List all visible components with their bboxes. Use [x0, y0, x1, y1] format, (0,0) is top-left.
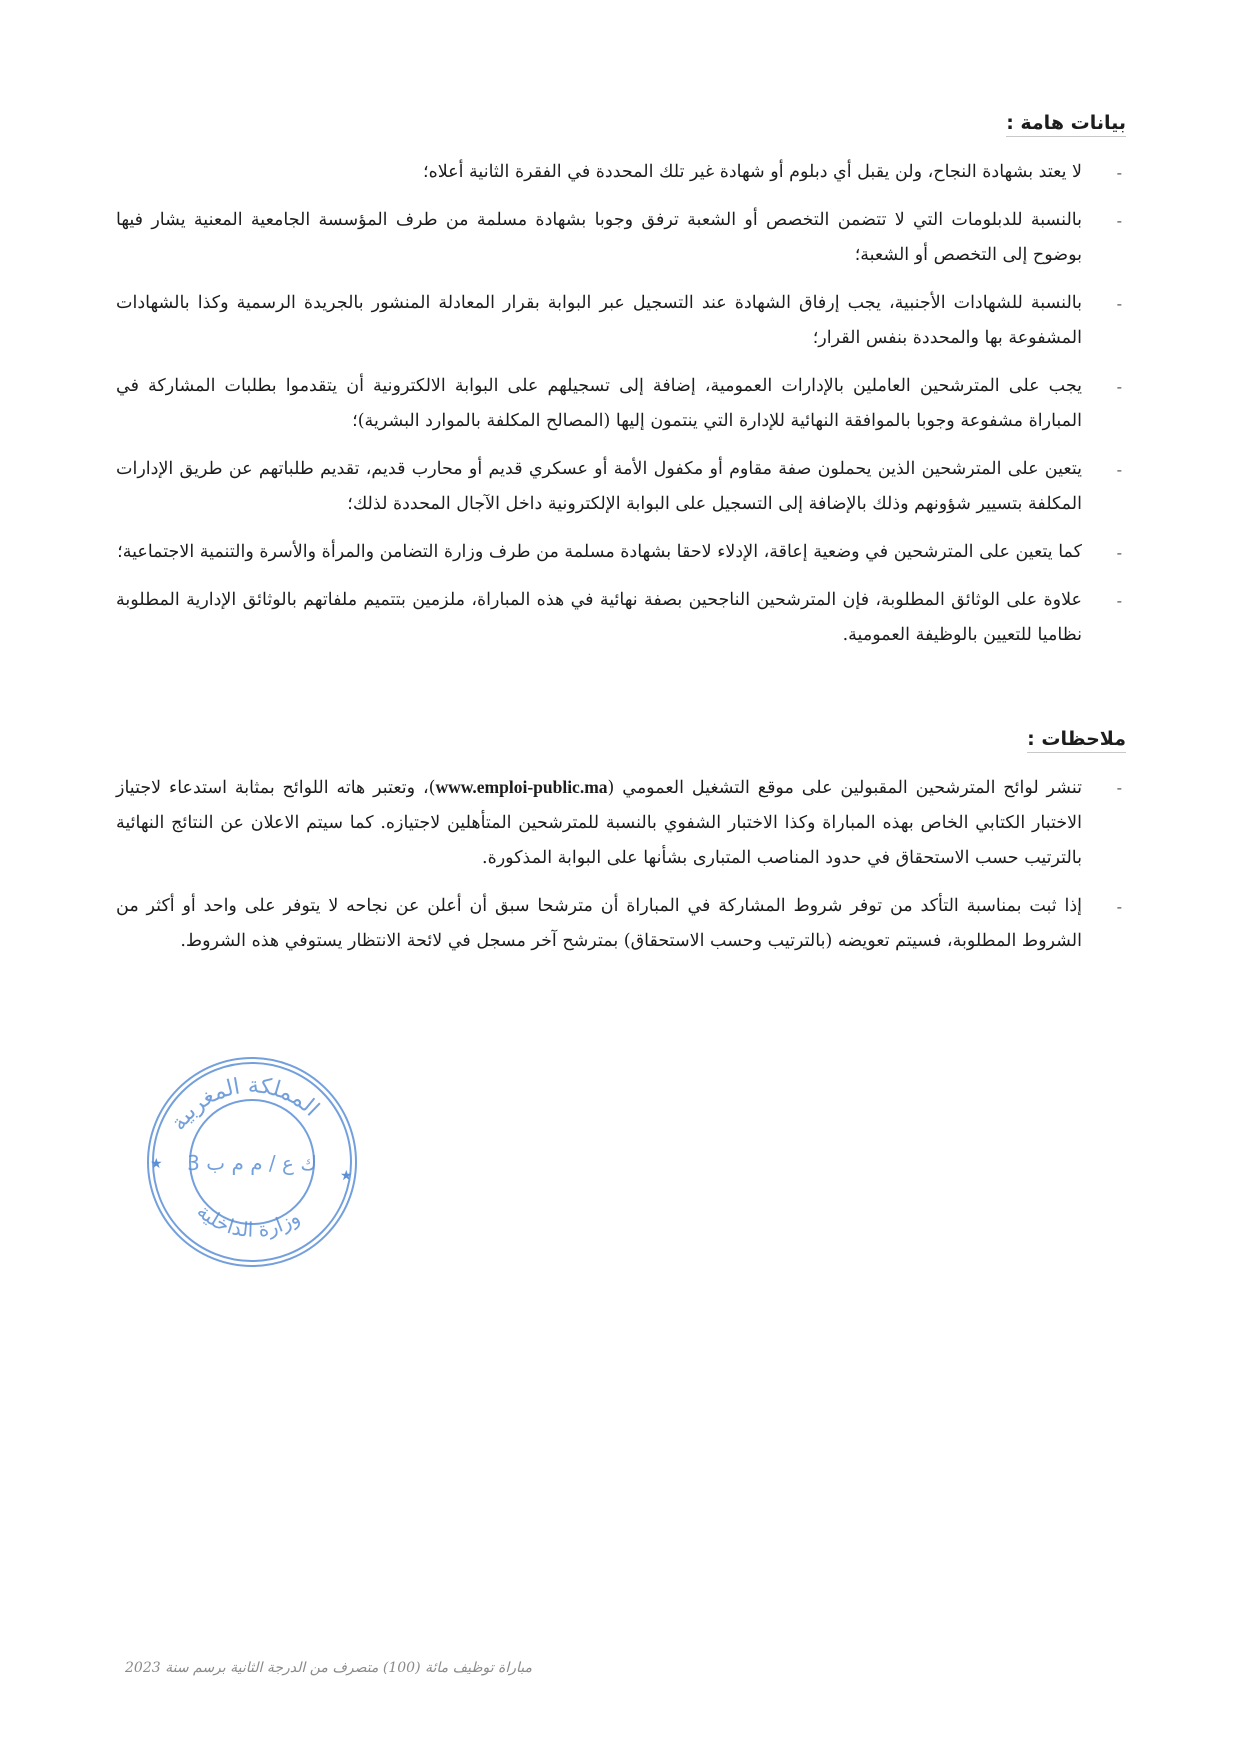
star-icon: ★ [150, 1156, 163, 1172]
list-item: - بالنسبة للشهادات الأجنبية، يجب إرفاق الشهادة عند التسجيل عبر البوابة بقرار المعادلة المنشور بالجريدة الرسمية وكذا بالشهادات المشفوعة بها والمحددة بنفس القرار؛ [116, 286, 1126, 356]
page-footer: مباراة توظيف مائة (100) متصرف من الدرجة الثانية برسم سنة 2023 [125, 1660, 533, 1676]
important-info-heading: بيانات هامة : [1006, 112, 1126, 137]
list-dash: - [1116, 211, 1122, 230]
emploi-public-link[interactable]: www.emploi-public.ma [435, 777, 608, 797]
list-item: - كما يتعين على المترشحين في وضعية إعاقة، الإدلاء لاحقا بشهادة مسلمة من طرف وزارة التضامن والمرأة والأسرة والتنمية الاجتماعية؛ [116, 535, 1126, 570]
list-dash: - [1116, 294, 1122, 313]
list-item: - إذا ثبت بمناسبة التأكد من توفر شروط المشاركة في المباراة أن مترشحا سبق أن أعلن عن نجاحه لا يتوفر على واحد أو أكثر من الشروط المطلوبة، فسيتم تعويضه (بالترتيب وحسب الاستحقاق) بمترشح آخر مسجل في لائحة الانتظار يستوفي هذه الشروط. [116, 889, 1126, 959]
stamp-bottom-text: وزارة الداخلية [192, 1198, 304, 1242]
stamp-top-text: المملكة المغربية [166, 1073, 324, 1136]
list-item: - يجب على المترشحين العاملين بالإدارات العمومية، إضافة إلى تسجيلهم على البوابة الالكترونية أن يتقدموا بطلبات المشاركة في المباراة مشفوعة وجوبا بالموافقة النهائية للإدارة التي ينتمون إليها (المصالح المكلفة بالموارد البشرية)؛ [116, 369, 1126, 439]
list-dash: - [1116, 163, 1122, 182]
notes-list [116, 770, 1126, 972]
important-info-list [116, 155, 1126, 666]
list-dash: - [1116, 778, 1122, 797]
stamp-center-text: ك ع / م م ب 3 [187, 1151, 317, 1175]
list-dash: - [1116, 460, 1122, 479]
list-dash: - [1116, 377, 1122, 396]
list-item: - يتعين على المترشحين الذين يحملون صفة مقاوم أو مكفول الأمة أو عسكري قديم أو محارب قديم، تقديم طلباتهم عن طريق الإدارات المكلفة بتسيير شؤونهم وذلك بالإضافة إلى التسجيل على البوابة الإلكترونية داخل الآجال المحددة لذلك؛ [116, 452, 1126, 522]
list-item: - علاوة على الوثائق المطلوبة، فإن المترشحين الناجحين بصفة نهائية في هذه المباراة، ملزمين بتتميم ملفاتهم بالوثائق الإدارية المطلوبة نظاميا للتعيين بالوظيفة العمومية. [116, 583, 1126, 653]
star-icon: ★ [340, 1168, 353, 1184]
list-dash: - [1116, 543, 1122, 562]
list-dash: - [1116, 897, 1122, 916]
list-item: - بالنسبة للدبلومات التي لا تتضمن التخصص أو الشعبة ترفق وجوبا بشهادة مسلمة من طرف المؤسسة الجامعية المعنية يشار فيها بوضوح إلى التخصص أو الشعبة؛ [116, 203, 1126, 273]
list-dash: - [1116, 591, 1122, 610]
notes-heading: ملاحظات : [1027, 728, 1126, 753]
official-stamp [140, 1050, 360, 1270]
list-item: - لا يعتد بشهادة النجاح، ولن يقبل أي دبلوم أو شهادة غير تلك المحددة في الفقرة الثانية أعلاه؛ [116, 155, 1126, 190]
list-item: - تنشر لوائح المترشحين المقبولين على موقع التشغيل العمومي (www.emploi-public.ma)، وتعتبر هاته اللوائح بمثابة استدعاء لاجتياز الاختبار الكتابي الخاص بهذه المباراة وكذا الاختبار الشفوي بالنسبة للمترشحين المتأهلين لاجتيازه. كما سيتم الاعلان عن النتائج النهائية بالترتيب حسب الاستحقاق في حدود المناصب المتبارى بشأنها على البوابة المذكورة. [116, 770, 1126, 876]
